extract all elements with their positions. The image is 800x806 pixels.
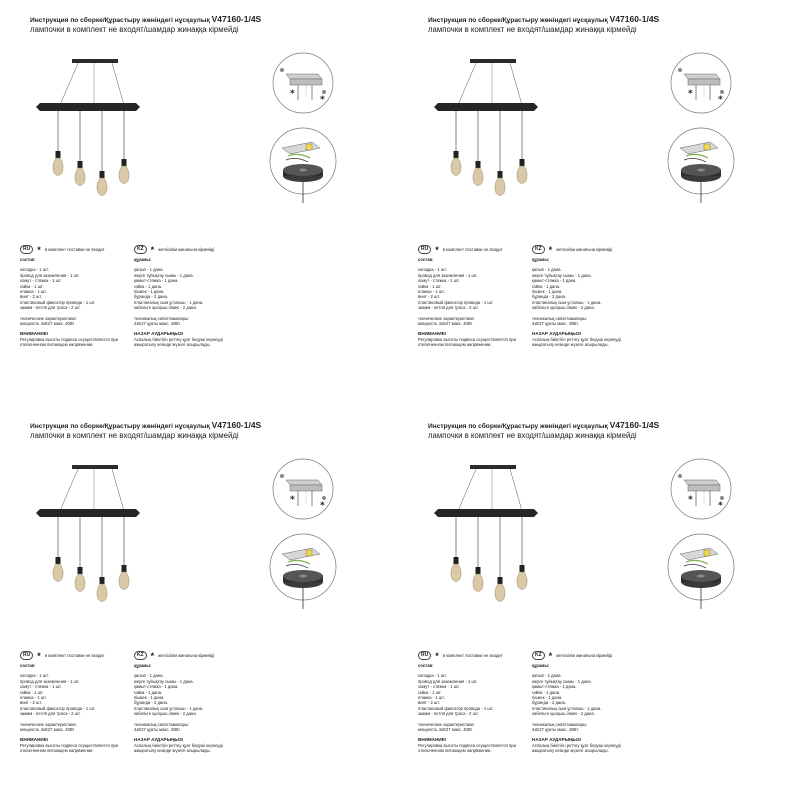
header-title (428, 14, 659, 24)
header-title-text: Инструкция по сборке/Құрастыру жөніндегі нұсқаулық (30, 17, 210, 24)
kz-kit-item: пластикалық сым ұстағыш - 1 дана. (134, 705, 204, 711)
kz-kit-item: қамыт-стяжка - 1 дана. (134, 684, 179, 690)
ru-kit-item: провод для заземления - 1 шт. (418, 272, 478, 278)
ru-kit-label: состав: (418, 257, 434, 262)
header-title (30, 14, 261, 24)
kz-language-badge: KZ (134, 245, 147, 254)
ru-legend (20, 245, 105, 254)
kz-kit-item: қамыт-стяжка - 1 дана. (532, 684, 577, 690)
kz-kit-item: жерге тұйықтау сымы - 1 дана. (134, 678, 194, 684)
kz-language-badge: KZ (134, 651, 147, 660)
ru-kit-item: хомут - стяжка - 1 шт. (20, 278, 62, 284)
ru-kit-item: планка - 1 шт. (20, 695, 47, 701)
kz-legend (134, 651, 214, 660)
kz-legend (532, 651, 612, 660)
not-included-asterisk: * (548, 244, 553, 255)
kz-kit-item: бұранда - 2 дана. (532, 294, 567, 300)
kz-warning-title: НАЗАР АУДАРЫҢЫЗ! (134, 331, 184, 337)
kz-kit-item: гайка - 1 дана. (532, 689, 561, 695)
ru-kit-item: пластиковый фиксатор провода - 1 шт. (418, 705, 494, 711)
kz-kit-item: кабельге қысқыш ілмек - 2 дана. (532, 711, 595, 717)
canopy-wiring-detail (666, 126, 736, 204)
kz-warning-text: Аспалың биіктігін реттеу қуат беруші кернеуді ажыратылу кезінде жүзеге асырылады. (532, 336, 621, 348)
ru-warning-text: Регулировка высоты подвеса осуществляется при отключенном питающем напряжении. (418, 742, 516, 754)
ru-column (20, 663, 130, 754)
svg-text:*: * (688, 89, 693, 99)
ru-kit-item: провод для заземления - 1 шт. (20, 272, 80, 278)
kz-kit-item: қалып - 1 дана. (134, 267, 164, 273)
ru-kit-item: зажим - петля для троса - 2 шт. (20, 305, 81, 311)
kz-tech-value: 4хЕ27 қуаты макс. 40Вт. (532, 321, 579, 327)
header-title (428, 420, 659, 430)
ru-kit-item: колодка - 1 шт. (20, 267, 49, 273)
pendant-lamp-illustration (418, 45, 538, 205)
not-included-asterisk: * (37, 650, 41, 661)
kz-kit-item: пластикалық сым ұстағыш - 1 дана. (134, 299, 204, 305)
mounting-bracket-detail (666, 52, 736, 114)
header-subtitle: лампочки в комплект не входят/шамдар жинаққа кірмейді (30, 431, 239, 440)
ru-kit-item: пластиковый фиксатор провода - 1 шт. (418, 299, 494, 305)
svg-text:*: * (290, 495, 295, 505)
model-number: V47160-1/4S (211, 420, 262, 430)
kz-kit-item: пішкек - 1 дана. (134, 695, 165, 701)
ru-tech-value: мощность 4хЕ27 макс. 40Вт (418, 321, 473, 327)
kz-kit-item: пішкек - 1 дана. (532, 289, 563, 295)
ru-warning-text: Регулировка высоты подвеса осуществляется при отключенном питающем напряжении. (418, 336, 516, 348)
header-subtitle: лампочки в комплект не входят/шамдар жинаққа кірмейді (30, 25, 239, 34)
svg-text:*: * (320, 95, 325, 105)
ru-legend (418, 651, 503, 660)
header-title-text: Инструкция по сборке/Құрастыру жөніндегі нұсқаулық (428, 17, 608, 24)
ru-language-badge: RU (20, 245, 33, 254)
kz-kit-label: құрамы: (134, 663, 152, 668)
kz-kit-item: қамыт-стяжка - 1 дана. (134, 278, 179, 284)
ru-not-included-note: в комплект поставки не входит (442, 247, 503, 252)
not-included-asterisk: * (435, 650, 439, 661)
kz-warning-title: НАЗАР АУДАРЫҢЫЗ! (532, 737, 582, 743)
kz-kit-item: жерге тұйықтау сымы - 1 дана. (532, 678, 592, 684)
kz-tech-label: техникалық сипаттамалары: (532, 315, 588, 321)
kz-kit-item: пластикалық сым ұстағыш - 1 дана. (532, 299, 602, 305)
not-included-asterisk: * (37, 244, 41, 255)
kz-kit-item: қалып - 1 дана. (532, 673, 562, 679)
ru-kit-item: хомут - стяжка - 1 шт. (20, 684, 62, 690)
ru-kit-item: гайка - 1 шт. (20, 283, 44, 289)
instruction-sheet-bottom-right (398, 406, 798, 806)
kz-kit-item: гайка - 1 дана. (134, 283, 163, 289)
kz-kit-item: қамыт-стяжка - 1 дана. (532, 278, 577, 284)
ru-kit-item: хомут - стяжка - 1 шт. (418, 684, 460, 690)
kz-kit-item: кабельге қысқыш ілмек - 2 дана. (532, 305, 595, 311)
kz-kit-item: бұранда - 2 дана. (532, 700, 567, 706)
ru-kit-item: пластиковый фиксатор провода - 1 шт. (20, 299, 96, 305)
kz-column (134, 257, 244, 348)
not-included-asterisk: * (150, 244, 155, 255)
instruction-sheet-top-right (398, 0, 798, 400)
model-number: V47160-1/4S (609, 14, 660, 24)
kz-kit-item: бұранда - 2 дана. (134, 700, 169, 706)
kz-kit-item: жерге тұйықтау сымы - 1 дана. (532, 272, 592, 278)
ru-language-badge: RU (418, 651, 431, 660)
ru-not-included-note: в комплект поставки не входит (44, 247, 105, 252)
ru-kit-label: состав: (418, 663, 434, 668)
ru-kit-item: зажим - петля для троса - 2 шт. (20, 711, 81, 717)
ru-kit-item: колодка - 1 шт. (418, 267, 447, 273)
kz-column (134, 663, 244, 754)
ru-column (20, 257, 130, 348)
kz-kit-label: құрамы: (134, 257, 152, 262)
ru-kit-item: гайка - 1 шт. (20, 689, 44, 695)
kz-column (532, 663, 642, 754)
svg-text:*: * (718, 501, 723, 511)
ru-tech-value: мощность 4хЕ27 макс. 40Вт (20, 727, 75, 733)
kz-legend (134, 245, 214, 254)
kz-not-included-note: жеткізілім жинағына кірмейді (158, 247, 215, 252)
kz-tech-value: 4хЕ27 қуаты макс. 40Вт. (134, 727, 181, 733)
ru-kit-item: провод для заземления - 1 шт. (418, 678, 478, 684)
ru-kit-item: гайка - 1 шт. (418, 283, 442, 289)
ru-kit-item: винт - 2 шт. (20, 700, 42, 706)
not-included-asterisk: * (435, 244, 439, 255)
header-title-text: Инструкция по сборке/Құрастыру жөніндегі нұсқаулық (30, 423, 210, 430)
mounting-bracket-detail (268, 458, 338, 520)
ru-kit-item: зажим - петля для троса - 2 шт. (418, 711, 479, 717)
kz-warning-text: Аспалың биіктігін реттеу қуат беруші кернеуді ажыратылу кезінде жүзеге асырылады. (532, 742, 621, 754)
kz-kit-label: құрамы: (532, 663, 550, 668)
header-title (30, 420, 261, 430)
ru-kit-item: планка - 1 шт. (20, 289, 47, 295)
kz-tech-value: 4хЕ27 қуаты макс. 40Вт. (532, 727, 579, 733)
kz-not-included-note: жеткізілім жинағына кірмейді (158, 653, 215, 658)
ru-kit-item: колодка - 1 шт. (418, 673, 447, 679)
ru-tech-label: технические характеристики: (418, 721, 475, 727)
ru-kit-item: винт - 2 шт. (418, 700, 440, 706)
ru-warning-text: Регулировка высоты подвеса осуществляется при отключенном питающем напряжении. (20, 742, 118, 754)
ru-legend (20, 651, 105, 660)
ru-tech-label: технические характеристики: (20, 315, 77, 321)
ru-kit-item: планка - 1 шт. (418, 695, 445, 701)
ru-not-included-note: в комплект поставки не входит (442, 653, 503, 658)
header-subtitle: лампочки в комплект не входят/шамдар жинаққа кірмейді (428, 431, 637, 440)
ru-tech-value: мощность 4хЕ27 макс. 40Вт (20, 321, 75, 327)
ru-kit-item: гайка - 1 шт. (418, 689, 442, 695)
kz-language-badge: KZ (532, 651, 545, 660)
canopy-wiring-detail (666, 532, 736, 610)
svg-text:*: * (718, 95, 723, 105)
instruction-sheet-top-left (0, 0, 400, 400)
kz-not-included-note: жеткізілім жинағына кірмейді (556, 247, 613, 252)
model-number: V47160-1/4S (211, 14, 262, 24)
header-title-text: Инструкция по сборке/Құрастыру жөніндегі нұсқаулық (428, 423, 608, 430)
ru-warning-text: Регулировка высоты подвеса осуществляется при отключенном питающем напряжении. (20, 336, 118, 348)
kz-tech-label: техникалық сипаттамалары: (532, 721, 588, 727)
ru-warning-title: ВНИМАНИЕ! (20, 737, 49, 743)
mounting-bracket-detail (268, 52, 338, 114)
kz-not-included-note: жеткізілім жинағына кірмейді (556, 653, 613, 658)
instruction-sheet-bottom-left (0, 406, 400, 806)
ru-kit-item: планка - 1 шт. (418, 289, 445, 295)
kz-kit-label: құрамы: (532, 257, 550, 262)
canopy-wiring-detail (268, 126, 338, 204)
ru-tech-label: технические характеристики: (20, 721, 77, 727)
pendant-lamp-illustration (418, 451, 538, 611)
svg-text:*: * (320, 501, 325, 511)
kz-tech-label: техникалық сипаттамалары: (134, 721, 190, 727)
ru-kit-item: винт - 2 шт. (20, 294, 42, 300)
kz-language-badge: KZ (532, 245, 545, 254)
ru-language-badge: RU (20, 651, 33, 660)
ru-kit-label: состав: (20, 663, 36, 668)
ru-language-badge: RU (418, 245, 431, 254)
ru-column (418, 663, 528, 754)
canopy-wiring-detail (268, 532, 338, 610)
kz-warning-title: НАЗАР АУДАРЫҢЫЗ! (134, 737, 184, 743)
ru-tech-label: технические характеристики: (418, 315, 475, 321)
ru-kit-label: состав: (20, 257, 36, 262)
ru-warning-title: ВНИМАНИЕ! (418, 331, 447, 337)
kz-kit-item: гайка - 1 дана. (134, 689, 163, 695)
not-included-asterisk: * (150, 650, 155, 661)
not-included-asterisk: * (548, 650, 553, 661)
ru-kit-item: хомут - стяжка - 1 шт. (418, 278, 460, 284)
pendant-lamp-illustration (20, 45, 140, 205)
kz-warning-title: НАЗАР АУДАРЫҢЫЗ! (532, 331, 582, 337)
kz-column (532, 257, 642, 348)
kz-kit-item: пішкек - 1 дана. (532, 695, 563, 701)
kz-warning-text: Аспалың биіктігін реттеу қуат беруші кернеуді ажыратылу кезінде жүзеге асырылады. (134, 742, 223, 754)
svg-text:*: * (290, 89, 295, 99)
header-subtitle: лампочки в комплект не входят/шамдар жинаққа кірмейді (428, 25, 637, 34)
kz-kit-item: бұранда - 2 дана. (134, 294, 169, 300)
mounting-bracket-detail (666, 458, 736, 520)
kz-kit-item: гайка - 1 дана. (532, 283, 561, 289)
kz-kit-item: пішкек - 1 дана. (134, 289, 165, 295)
ru-column (418, 257, 528, 348)
kz-warning-text: Аспалың биіктігін реттеу қуат беруші кернеуді ажыратылу кезінде жүзеге асырылады. (134, 336, 223, 348)
ru-not-included-note: в комплект поставки не входит (44, 653, 105, 658)
kz-tech-label: техникалық сипаттамалары: (134, 315, 190, 321)
kz-kit-item: қалып - 1 дана. (532, 267, 562, 273)
ru-kit-item: зажим - петля для троса - 2 шт. (418, 305, 479, 311)
ru-tech-value: мощность 4хЕ27 макс. 40Вт (418, 727, 473, 733)
kz-kit-item: кабельге қысқыш ілмек - 2 дана. (134, 305, 197, 311)
kz-kit-item: кабельге қысқыш ілмек - 2 дана. (134, 711, 197, 717)
svg-text:*: * (688, 495, 693, 505)
ru-warning-title: ВНИМАНИЕ! (418, 737, 447, 743)
pendant-lamp-illustration (20, 451, 140, 611)
ru-legend (418, 245, 503, 254)
ru-kit-item: провод для заземления - 1 шт. (20, 678, 80, 684)
ru-kit-item: пластиковый фиксатор провода - 1 шт. (20, 705, 96, 711)
kz-kit-item: жерге тұйықтау сымы - 1 дана. (134, 272, 194, 278)
kz-kit-item: пластикалық сым ұстағыш - 1 дана. (532, 705, 602, 711)
ru-kit-item: винт - 2 шт. (418, 294, 440, 300)
ru-warning-title: ВНИМАНИЕ! (20, 331, 49, 337)
kz-tech-value: 4хЕ27 қуаты макс. 40Вт. (134, 321, 181, 327)
model-number: V47160-1/4S (609, 420, 660, 430)
ru-kit-item: колодка - 1 шт. (20, 673, 49, 679)
kz-kit-item: қалып - 1 дана. (134, 673, 164, 679)
kz-legend (532, 245, 612, 254)
